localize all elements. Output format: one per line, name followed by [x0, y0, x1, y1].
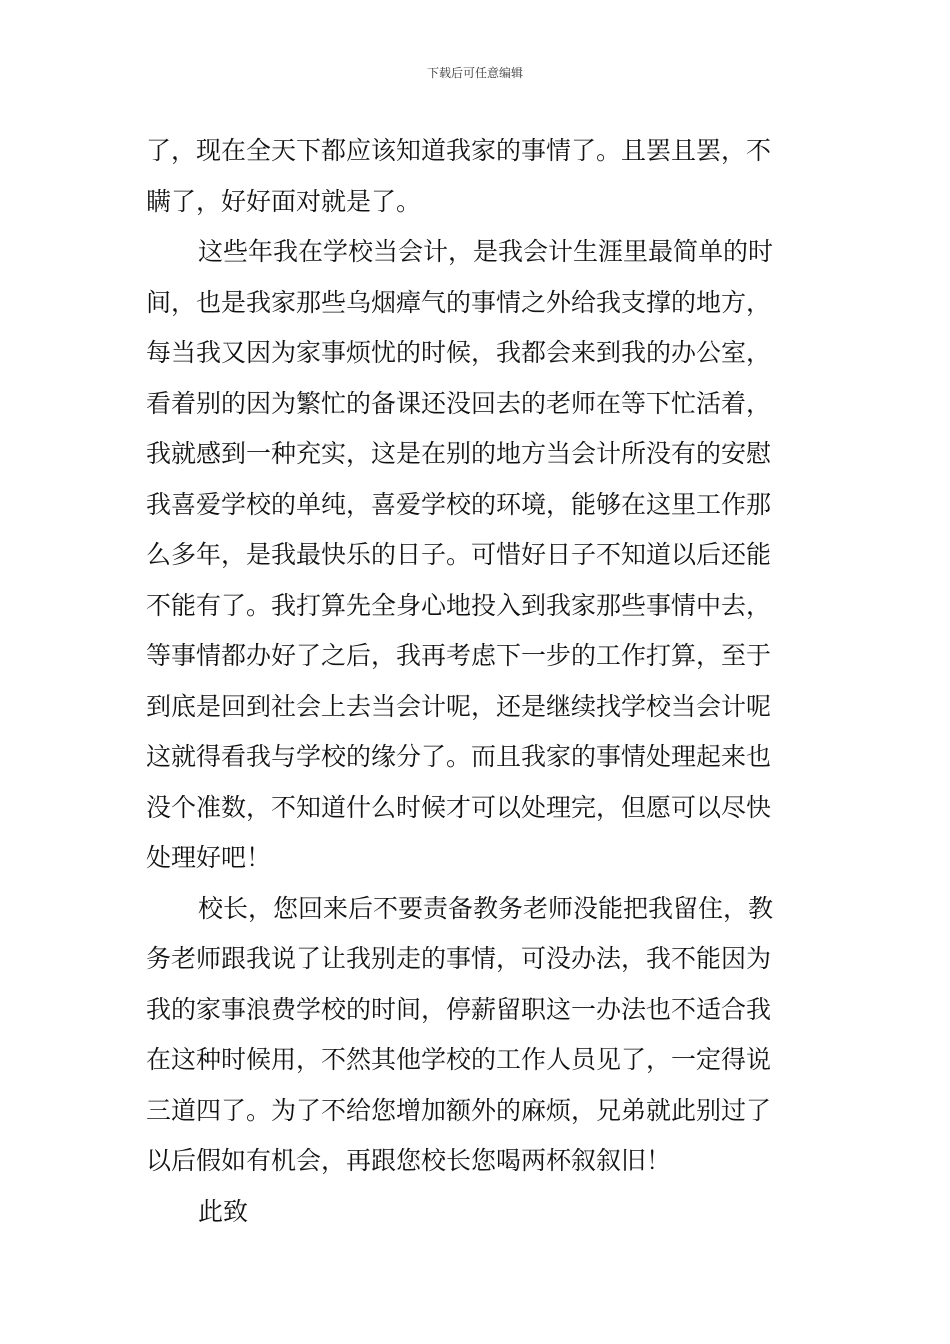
text-line: 此致 — [198, 1196, 249, 1226]
letter-body — [146, 126, 816, 1237]
text-line: 瞒了，好好面对就是了。 — [146, 186, 422, 216]
text-line: 每当我又因为家事烦忧的时候，我都会来到我的办公室， — [146, 338, 772, 367]
text-line: 以后假如有机会，再跟您校长您喝两杯叙叙旧！ — [146, 1146, 672, 1175]
text-line: 没个准数，不知道什么时候才可以处理完，但愿可以尽快 — [146, 792, 772, 822]
text-line: 不能有了。我打算先全身心地投入到我家那些事情中去， — [146, 590, 772, 620]
text-line: 在这种时候用，不然其他学校的工作人员见了，一定得说 — [146, 1045, 772, 1074]
text-line: 了，现在全天下都应该知道我家的事情了。且罢且罢，不 — [146, 136, 772, 165]
text-line: 我就感到一种充实，这是在别的地方当会计所没有的安慰 — [146, 439, 772, 468]
text-line: 务老师跟我说了让我别走的事情，可没办法，我不能因为 — [146, 944, 772, 973]
text-line: 间，也是我家那些乌烟瘴气的事情之外给我支撑的地方， — [146, 287, 772, 317]
text-line: 三道四了。为了不给您增加额外的麻烦，兄弟就此别过了 — [146, 1095, 772, 1125]
text-line: 等事情都办好了之后，我再考虑下一步的工作打算，至于 — [146, 641, 772, 670]
text-line: 这些年我在学校当会计，是我会计生涯里最简单的时 — [198, 237, 774, 266]
text-line: 么多年，是我最快乐的日子。可惜好日子不知道以后还能 — [146, 540, 772, 569]
text-line: 我喜爱学校的单纯，喜爱学校的环境，能够在这里工作那 — [146, 489, 772, 519]
text-line: 我的家事浪费学校的时间，停薪留职这一办法也不适合我 — [146, 994, 772, 1024]
text-line: 校长，您回来后不要责备教务老师没能把我留住，教 — [198, 893, 774, 923]
text-line: 到底是回到社会上去当会计呢，还是继续找学校当会计呢 — [146, 691, 772, 721]
text-line: 处理好吧！ — [146, 843, 272, 872]
text-line: 这就得看我与学校的缘分了。而且我家的事情处理起来也 — [146, 742, 772, 771]
page-header: 下载后可任意编辑 — [426, 66, 523, 80]
text-line: 看着别的因为繁忙的备课还没回去的老师在等下忙活着， — [146, 388, 772, 418]
